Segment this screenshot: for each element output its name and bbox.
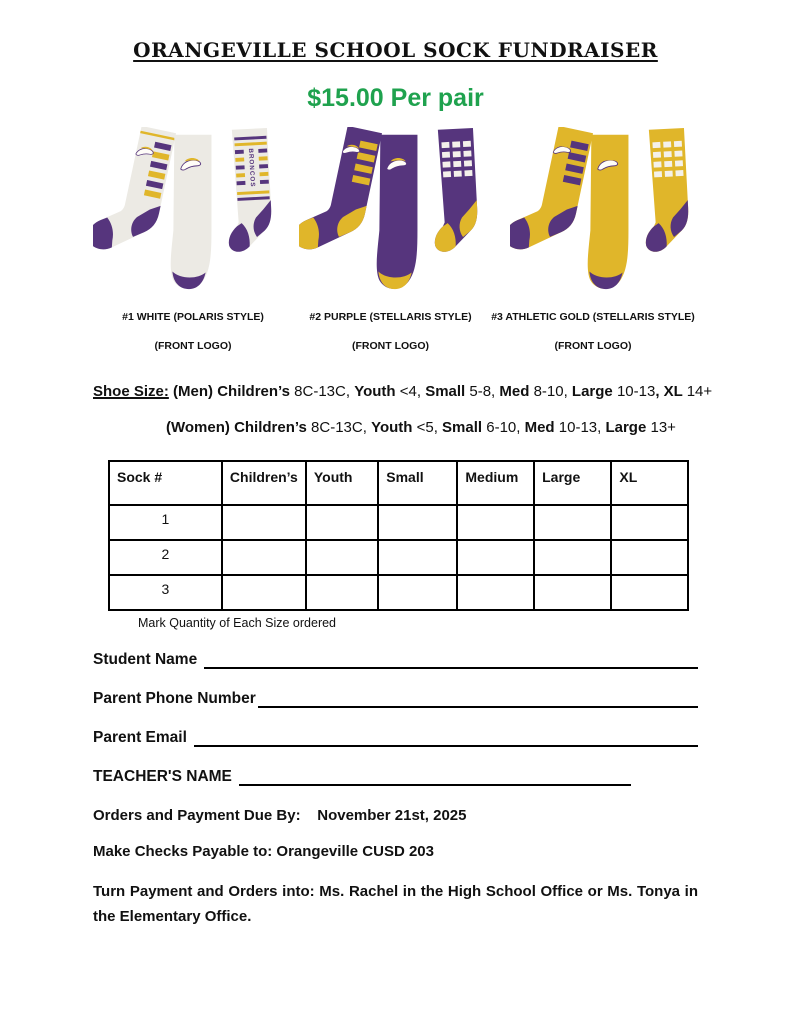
- teacher-name-label: TEACHER'S NAME: [93, 768, 232, 785]
- student-name-label: Student Name: [93, 651, 198, 668]
- shoe-size-info: [93, 374, 713, 446]
- sock-left: [510, 127, 593, 260]
- quantity-cell[interactable]: [611, 575, 688, 610]
- quantity-cell[interactable]: [378, 505, 457, 540]
- white-polaris-socks-image: [93, 127, 285, 293]
- shoe-size-heading: Shoe Size:: [93, 383, 169, 400]
- quantity-cell[interactable]: [306, 540, 378, 575]
- col-header-childrens: Children’s: [222, 461, 306, 505]
- quantity-cell[interactable]: [611, 540, 688, 575]
- col-header-medium: Medium: [457, 461, 534, 505]
- sock-number-cell: 3: [109, 575, 222, 610]
- page-title: [93, 38, 698, 62]
- parent-phone-label: Parent Phone Number: [93, 690, 256, 707]
- caption-purple-label: #2 PURPLE (STELLARIS STYLE): [309, 311, 472, 323]
- caption-purple: [293, 311, 488, 352]
- form-fields: [93, 651, 698, 786]
- student-name-field[interactable]: [204, 653, 698, 669]
- caption-purple-sublabel: (FRONT LOGO): [352, 340, 429, 352]
- sock-middle: [588, 135, 629, 289]
- table-row: [109, 505, 688, 540]
- parent-email-field[interactable]: [194, 731, 698, 747]
- quantity-cell[interactable]: [222, 505, 306, 540]
- quantity-cell[interactable]: [222, 575, 306, 610]
- quantity-cell[interactable]: [378, 540, 457, 575]
- broncos-text: BRONCOS: [246, 148, 256, 188]
- sock-number-cell: 1: [109, 505, 222, 540]
- caption-white-label: #1 WHITE (POLARIS STYLE): [122, 311, 264, 323]
- turn-in-line: Turn Payment and Orders into: Ms. Rachel in the High School Office or Ms. Tonya in the Elementary Office.: [93, 883, 698, 925]
- purple-stellaris-socks-image: [299, 127, 491, 293]
- order-table-header-row: [109, 461, 688, 505]
- sock-middle: [171, 135, 212, 289]
- caption-gold-label: #3 ATHLETIC GOLD (STELLARIS STYLE): [491, 311, 695, 323]
- col-header-xl: XL: [611, 461, 688, 505]
- teacher-name-field[interactable]: [239, 770, 631, 786]
- shoe-size-women-line: [93, 410, 698, 446]
- quantity-cell[interactable]: [457, 540, 534, 575]
- page-title-text: ORANGEVILLE SCHOOL SOCK FUNDRAISER: [133, 38, 658, 62]
- table-row: [109, 540, 688, 575]
- caption-gold-sublabel: (FRONT LOGO): [554, 340, 632, 352]
- parent-phone-row: [93, 690, 698, 708]
- student-name-row: [93, 651, 698, 669]
- col-header-sock: Sock #: [109, 461, 222, 505]
- shoe-size-men-text: (Men) Children’s 8C-13C, Youth <4, Small 5-8, Med 8-10, Large 10-13, XL 14+: [173, 383, 713, 400]
- order-table: [108, 460, 689, 611]
- quantity-cell[interactable]: [457, 575, 534, 610]
- price-heading: $15.00 Per pair: [307, 84, 484, 112]
- table-note: Mark Quantity of Each Size ordered: [138, 616, 337, 630]
- shoe-size-women-text: (Women) Children’s 8C-13C, Youth <5, Small 6-10, Med 10-13, Large 13+: [166, 419, 676, 436]
- product-images: [93, 127, 698, 295]
- col-header-small: Small: [378, 461, 457, 505]
- quantity-cell[interactable]: [457, 505, 534, 540]
- quantity-cell[interactable]: [222, 540, 306, 575]
- parent-email-row: [93, 729, 698, 747]
- quantity-cell[interactable]: [534, 505, 611, 540]
- shoe-size-men-line: [93, 374, 713, 410]
- quantity-cell[interactable]: [534, 540, 611, 575]
- make-checks-line: Make Checks Payable to: Orangeville CUSD 203: [93, 843, 434, 860]
- teacher-name-row: [93, 768, 698, 786]
- sock-right: [428, 128, 478, 252]
- quantity-cell[interactable]: [611, 505, 688, 540]
- sock-number-cell: 2: [109, 540, 222, 575]
- sock-left: [299, 127, 382, 260]
- parent-phone-field[interactable]: [258, 692, 698, 708]
- table-row: [109, 575, 688, 610]
- caption-gold: [488, 311, 698, 352]
- quantity-cell[interactable]: [306, 505, 378, 540]
- parent-email-label: Parent Email: [93, 729, 187, 746]
- product-captions: [93, 311, 698, 352]
- caption-white-sublabel: (FRONT LOGO): [154, 340, 232, 352]
- quantity-cell[interactable]: [378, 575, 457, 610]
- gold-stellaris-socks-image: [510, 127, 702, 293]
- sock-left: [93, 127, 176, 260]
- quantity-cell[interactable]: [306, 575, 378, 610]
- orders-due-line: Orders and Payment Due By: November 21st, 2025: [93, 807, 467, 824]
- col-header-youth: Youth: [306, 461, 378, 505]
- col-header-large: Large: [534, 461, 611, 505]
- sock-right: [640, 128, 690, 252]
- caption-white: [93, 311, 293, 352]
- sock-middle: [376, 135, 417, 289]
- sock-right: [223, 128, 273, 252]
- quantity-cell[interactable]: [534, 575, 611, 610]
